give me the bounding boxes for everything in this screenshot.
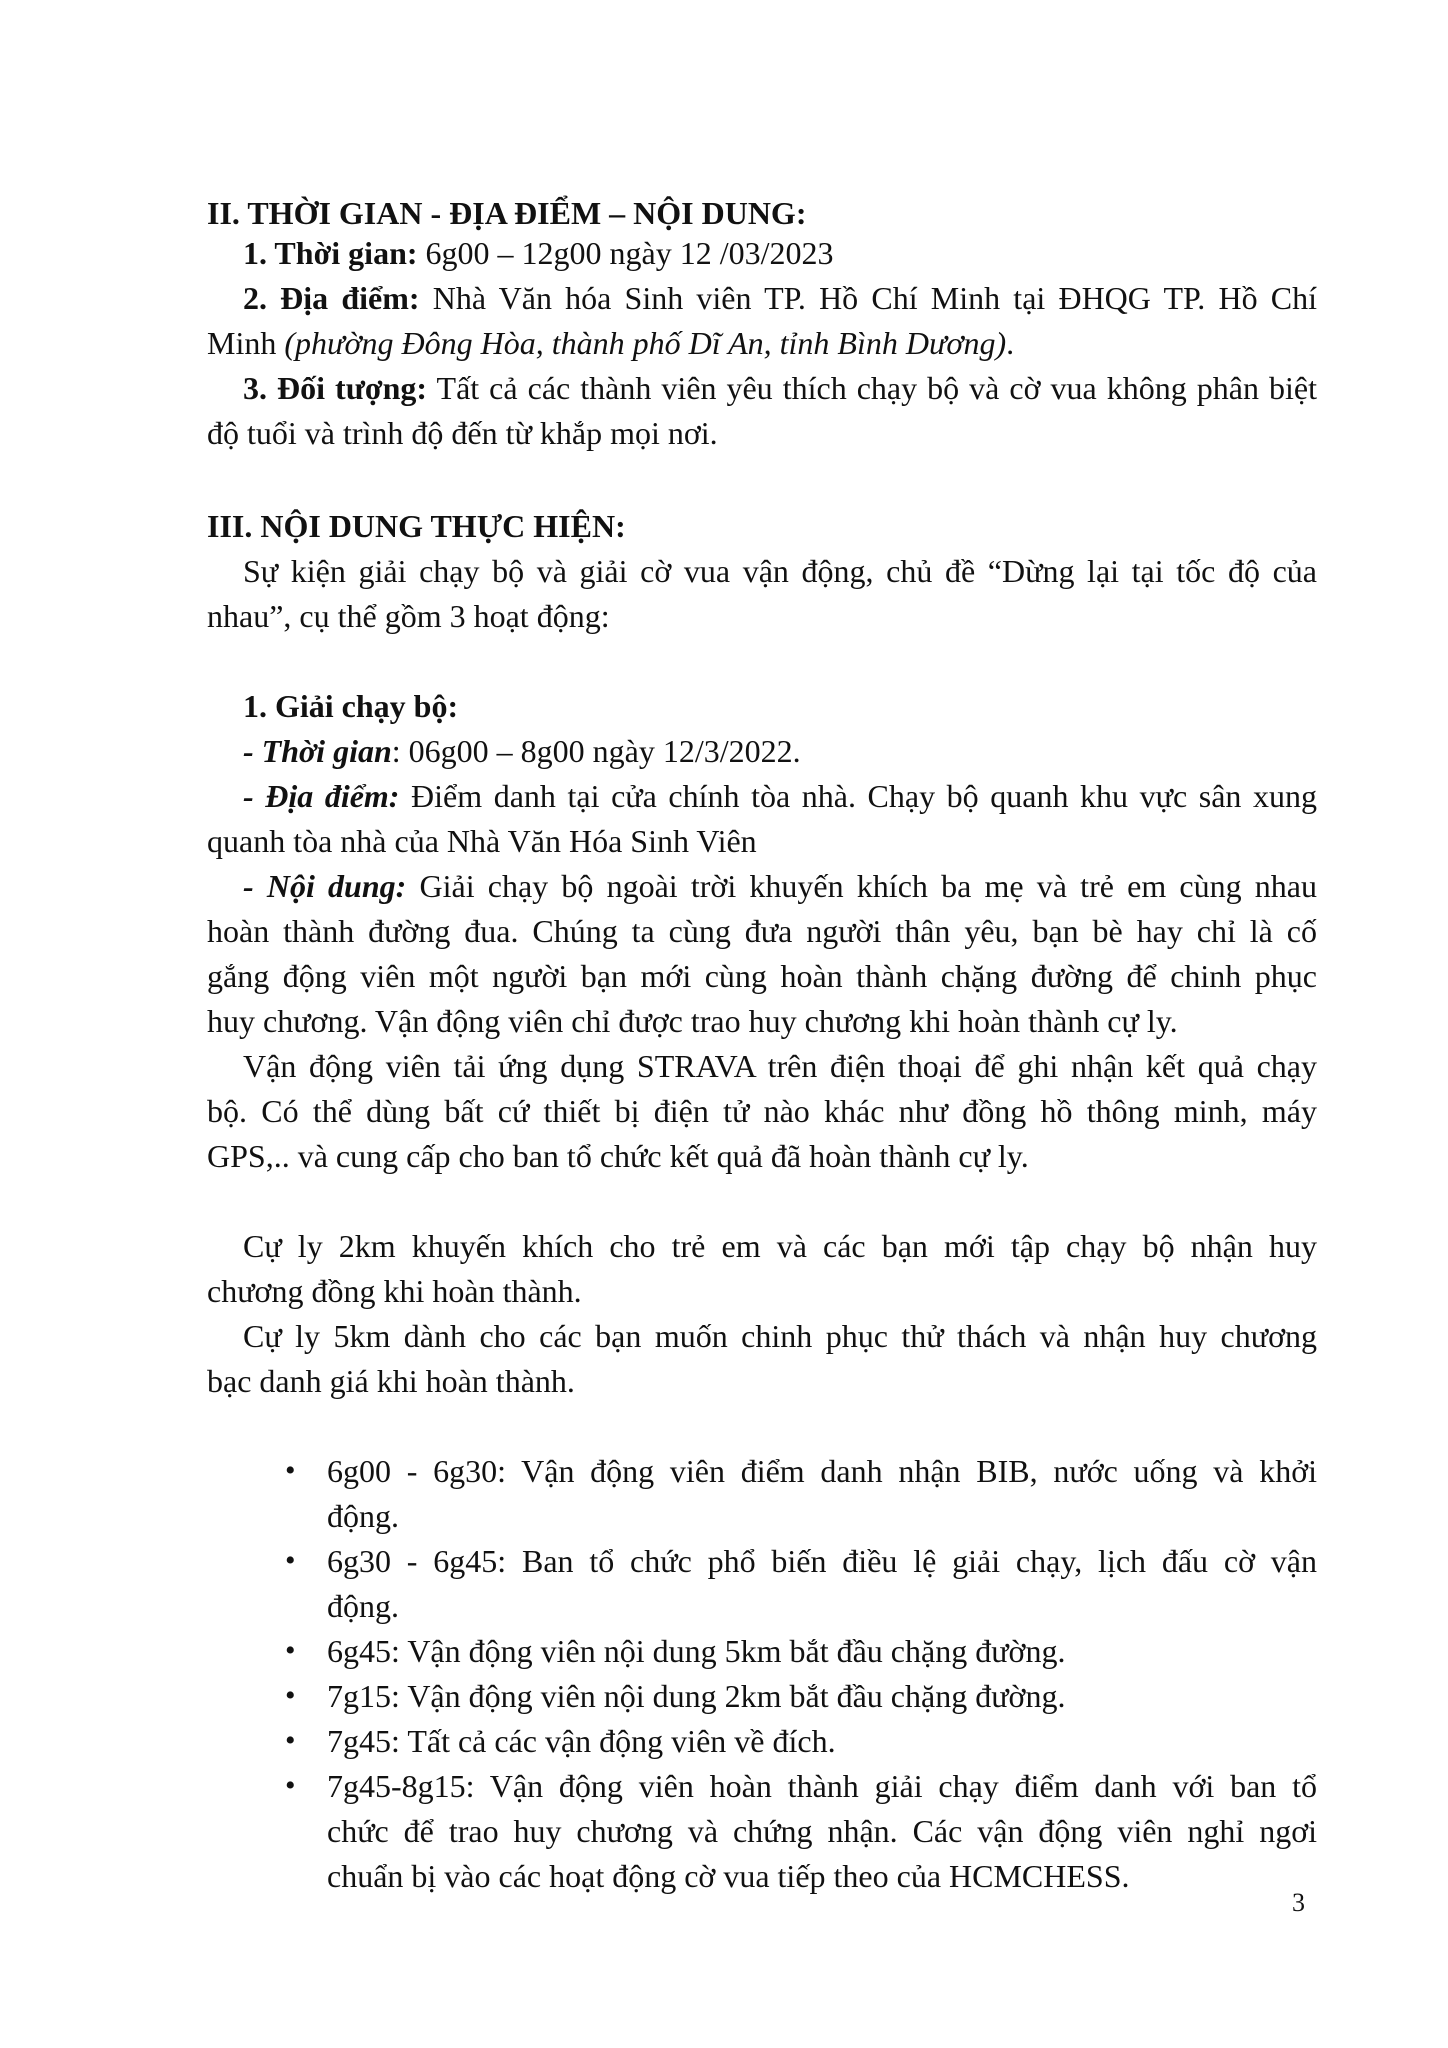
time-line: [243, 230, 834, 276]
running-place-line-2: quanh tòa nhà của Nhà Văn Hóa Sinh Viên: [207, 823, 757, 859]
section-3-heading: III. NỘI DUNG THỰC HIỆN:: [207, 508, 626, 544]
intro-line-2: nhau”, cụ thể gồm 3 hoạt động:: [207, 598, 610, 634]
bullet-icon: •: [285, 1454, 296, 1487]
place-line-2: [207, 320, 1014, 366]
schedule-item-line: 6g00 - 6g30: Vận động viên điểm danh nhận BIB, nước uống và khởi: [327, 1453, 1317, 1489]
running-content-value-1: Giải chạy bộ ngoài trời khuyến khích ba mẹ và trẻ em cùng nhau: [406, 868, 1318, 904]
strava-line-2: bộ. Có thể dùng bất cứ thiết bị điện tử nào khác như đồng hồ thông minh, máy: [207, 1093, 1317, 1129]
km2-line-1: Cự ly 2km khuyến khích cho trẻ em và các bạn mới tập chạy bộ nhận huy: [243, 1228, 1317, 1264]
running-content-line-4: huy chương. Vận động viên chỉ được trao huy chương khi hoàn thành cự ly.: [207, 1003, 1178, 1039]
place-line-1: [243, 275, 1317, 321]
schedule-item-line: chuẩn bị vào các hoạt động cờ vua tiếp theo của HCMCHESS.: [327, 1858, 1130, 1894]
place-period: .: [1006, 325, 1015, 361]
bullet-icon: •: [285, 1724, 296, 1757]
schedule-item-line: 7g45-8g15: Vận động viên hoàn thành giải chạy điểm danh với ban tổ: [327, 1768, 1317, 1804]
strava-line-3: GPS,.. và cung cấp cho ban tổ chức kết quả đã hoàn thành cự ly.: [207, 1138, 1029, 1174]
running-place-line-1: [243, 773, 1317, 819]
target-line-1: [243, 365, 1317, 411]
schedule-item-line: 7g45: Tất cả các vận động viên về đích.: [327, 1723, 836, 1759]
schedule-item-line: chức để trao huy chương và chứng nhận. Các vận động viên nghỉ ngơi: [327, 1813, 1317, 1849]
bullet-icon: •: [285, 1544, 296, 1577]
bullet-icon: •: [285, 1679, 296, 1712]
time-label: 1. Thời gian:: [243, 235, 418, 271]
target-line-2: độ tuổi và trình độ đến từ khắp mọi nơi.: [207, 415, 718, 451]
km2-line-2: chương đồng khi hoàn thành.: [207, 1273, 582, 1309]
running-place-value-1: Điểm danh tại cửa chính tòa nhà. Chạy bộ quanh khu vực sân xung: [399, 778, 1318, 814]
bullet-icon: •: [285, 1769, 296, 1802]
place-label: 2. Địa điểm:: [243, 280, 420, 316]
place-value-1: Nhà Văn hóa Sinh viên TP. Hồ Chí Minh tại ĐHQG TP. Hồ Chí: [419, 280, 1317, 316]
running-content-line-2: hoàn thành đường đua. Chúng ta cùng đưa người thân yêu, bạn bè hay chỉ là cố: [207, 913, 1317, 949]
target-label: 3. Đối tượng:: [243, 370, 428, 406]
schedule-item-line: động.: [327, 1498, 399, 1534]
schedule-item-line: động.: [327, 1588, 399, 1624]
section-2-heading: II. THỜI GIAN - ĐỊA ĐIỂM – NỘI DUNG:: [207, 195, 807, 231]
running-content-line-3: gắng động viên một người bạn mới cùng hoàn thành chặng đường để chinh phục: [207, 958, 1317, 994]
running-place-label: - Địa điểm:: [243, 778, 400, 814]
schedule-item-line: 6g30 - 6g45: Ban tổ chức phổ biến điều lệ giải chạy, lịch đấu cờ vận: [327, 1543, 1317, 1579]
running-time-label: - Thời gian: [243, 733, 392, 769]
place-detail: (phường Đông Hòa, thành phố Dĩ An, tỉnh Bình Dương): [284, 325, 1007, 361]
target-value-1: Tất cả các thành viên yêu thích chạy bộ và cờ vua không phân biệt: [427, 370, 1318, 406]
document-page: [207, 0, 1317, 2048]
bullet-icon: •: [285, 1634, 296, 1667]
schedule-item-line: 6g45: Vận động viên nội dung 5km bắt đầu chặng đường.: [327, 1633, 1066, 1669]
schedule-item-line: 7g15: Vận động viên nội dung 2km bắt đầu chặng đường.: [327, 1678, 1066, 1714]
km5-line-2: bạc danh giá khi hoàn thành.: [207, 1363, 575, 1399]
running-heading: 1. Giải chạy bộ:: [243, 688, 459, 724]
strava-line-1: Vận động viên tải ứng dụng STRAVA trên điện thoại để ghi nhận kết quả chạy: [243, 1048, 1317, 1084]
page-number: 3: [1292, 1888, 1305, 1917]
intro-line-1: Sự kiện giải chạy bộ và giải cờ vua vận động, chủ đề “Dừng lại tại tốc độ của: [243, 553, 1317, 589]
running-content-line-1: [243, 863, 1317, 909]
running-time-value: : 06g00 – 8g00 ngày 12/3/2022.: [391, 733, 801, 769]
place-value-2: Minh: [207, 325, 285, 361]
time-value: 6g00 – 12g00 ngày 12 /03/2023: [417, 235, 834, 271]
km5-line-1: Cự ly 5km dành cho các bạn muốn chinh phục thử thách và nhận huy chương: [243, 1318, 1317, 1354]
running-time-line: [243, 728, 801, 774]
running-content-label: - Nội dung:: [243, 868, 407, 904]
